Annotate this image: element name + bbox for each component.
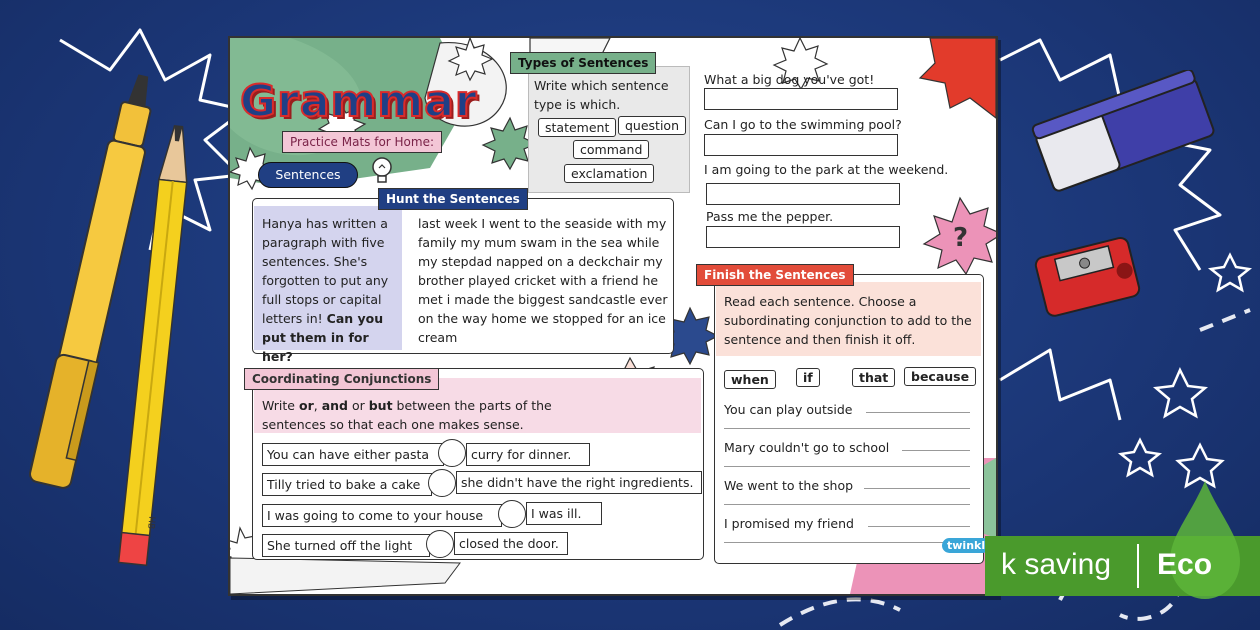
- pencil-icon: [115, 120, 195, 580]
- word-that: that: [852, 368, 895, 387]
- hunt-instruction: [262, 214, 397, 366]
- coord-right-1: curry for dinner.: [466, 443, 590, 466]
- types-sentence-2: Can I go to the swimming pool?: [704, 117, 902, 132]
- coord-answer-4[interactable]: [426, 530, 454, 558]
- word-when: when: [724, 370, 776, 389]
- finish-starter-3: We went to the shop: [724, 478, 854, 493]
- coord-right-3: I was ill.: [526, 502, 602, 525]
- types-heading: Types of Sentences: [510, 52, 656, 74]
- coord-answer-3[interactable]: [498, 500, 526, 528]
- finish-answer-line-2b[interactable]: [724, 466, 970, 467]
- eco-label: Eco: [1157, 548, 1213, 581]
- finish-heading: Finish the Sentences: [696, 264, 854, 286]
- coord-right-2: she didn't have the right ingredients.: [456, 471, 702, 494]
- coord-left-1: You can have either pasta: [262, 443, 444, 466]
- topic-pill: Sentences: [258, 162, 358, 188]
- svg-text:?: ?: [953, 223, 969, 253]
- finish-answer-line-3a[interactable]: [864, 488, 970, 489]
- coord-right-4: closed the door.: [454, 532, 568, 555]
- finish-answer-line-4b[interactable]: [724, 542, 970, 543]
- grammar-practice-mat: [228, 36, 998, 596]
- coord-answer-1[interactable]: [438, 439, 466, 467]
- finish-starter-2: Mary couldn't go to school: [724, 440, 890, 455]
- finish-answer-line-1a[interactable]: [866, 412, 970, 413]
- coord-left-3: I was going to come to your house: [262, 504, 502, 527]
- eco-divider: [1137, 544, 1139, 588]
- twinkl-logo: twinkl: [942, 538, 990, 553]
- coord-left-4: She turned off the light: [262, 534, 430, 557]
- lightbulb-icon: [370, 156, 394, 186]
- types-answer-3[interactable]: [706, 183, 900, 205]
- word-if: if: [796, 368, 820, 387]
- finish-answer-line-2a[interactable]: [902, 450, 970, 451]
- hunt-paragraph: last week I went to the seaside with my family my mum swam in the sea while my stepdad napped on a deckchair my brother played cricket with a friend he met i made the biggest sandcastle ever on the way home we stopped for an ice cream: [418, 216, 668, 345]
- word-statement: statement: [538, 118, 616, 137]
- mat-title: Grammar: [240, 76, 478, 127]
- leaf-drop-icon: [1170, 481, 1240, 601]
- word-command: command: [573, 140, 649, 159]
- types-sentence-3: I am going to the park at the weekend.: [704, 162, 949, 177]
- finish-starter-4: I promised my friend: [724, 516, 854, 531]
- coord-left-2: Tilly tried to bake a cake: [262, 473, 432, 496]
- types-answer-2[interactable]: [704, 134, 898, 156]
- hunt-instruction-bold: Can you put them in for her?: [262, 311, 384, 364]
- types-answer-4[interactable]: [706, 226, 900, 248]
- types-answer-1[interactable]: [704, 88, 898, 110]
- types-instruction: Write which sentence type is which.: [534, 78, 669, 112]
- finish-answer-line-1b[interactable]: [724, 428, 970, 429]
- coord-answer-2[interactable]: [428, 469, 456, 497]
- word-question: question: [618, 116, 686, 135]
- finish-answer-line-3b[interactable]: [724, 504, 970, 505]
- coordinating-heading: Coordinating Conjunctions: [244, 368, 439, 390]
- finish-starter-1: You can play outside: [724, 402, 853, 417]
- eraser-icon: [1030, 70, 1220, 200]
- eco-banner: [985, 536, 1260, 596]
- eco-banner-text: k saving: [1001, 548, 1112, 581]
- hunt-instruction-text: Hanya has written a paragraph with five sentences. She's forgotten to put any full stops or capital letters in!: [262, 216, 389, 326]
- finish-instruction: Read each sentence. Choose a subordinating conjunction to add to the sentence and then finish it off.: [724, 294, 972, 347]
- mat-subtitle: Practice Mats for Home:: [282, 131, 442, 153]
- coordinating-instruction: Write or, and or but between the parts of the sentences so that each one makes sense.: [262, 398, 552, 432]
- types-sentence-4: Pass me the pepper.: [706, 209, 834, 224]
- types-sentence-1: What a big dog you've got!: [704, 72, 875, 87]
- finish-answer-line-4a[interactable]: [868, 526, 970, 527]
- pencil-mark: HB: [145, 515, 157, 530]
- word-because: because: [904, 367, 976, 386]
- sharpener-icon: [1030, 232, 1145, 322]
- word-exclamation: exclamation: [564, 164, 654, 183]
- hunt-heading: Hunt the Sentences: [378, 188, 528, 210]
